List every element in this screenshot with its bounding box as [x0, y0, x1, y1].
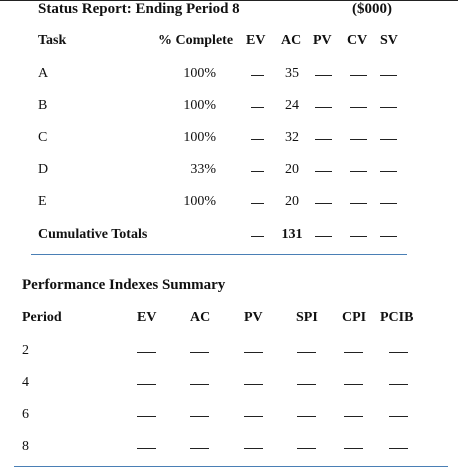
complete-cell: 100%: [183, 194, 216, 209]
cpi-dash: [344, 416, 363, 417]
ac-cell: 24: [285, 98, 299, 113]
cv-dash: [350, 203, 367, 204]
cv-dash: [350, 171, 367, 172]
col-ac-header: AC: [281, 33, 302, 48]
ev-dash: [251, 107, 264, 108]
cv-dash: [350, 139, 367, 140]
ev-dash: [251, 75, 264, 76]
task-cell: A: [38, 66, 49, 81]
col-cpi-header: CPI: [342, 310, 367, 325]
ev-dash: [137, 448, 156, 449]
cv-dash: [350, 75, 367, 76]
sv-dash: [380, 75, 397, 76]
cv-dash: [350, 236, 367, 237]
spi-dash: [297, 448, 316, 449]
cv-dash: [350, 107, 367, 108]
period-cell: 6: [22, 407, 29, 422]
ac-dash: [190, 384, 209, 385]
ev-dash: [251, 203, 264, 204]
col-pcib-header: PCIB: [380, 310, 414, 325]
pv-dash: [244, 416, 263, 417]
task-cell: C: [38, 130, 48, 145]
totals-ac: 131: [281, 227, 303, 242]
complete-cell: 100%: [183, 66, 216, 81]
pv-dash: [315, 107, 332, 108]
col-period-header: Period: [22, 310, 62, 325]
ev-dash: [251, 139, 264, 140]
ac-cell: 20: [285, 162, 299, 177]
sv-dash: [380, 171, 397, 172]
cpi-dash: [344, 448, 363, 449]
sv-dash: [380, 107, 397, 108]
unit-note: ($000): [352, 1, 392, 17]
ev-dash: [137, 384, 156, 385]
pv-dash: [244, 448, 263, 449]
spi-dash: [297, 416, 316, 417]
status-report-title: Status Report: Ending Period 8: [38, 1, 240, 17]
col-cv-header: CV: [347, 33, 368, 48]
ev-dash: [251, 236, 264, 237]
pv-dash: [315, 171, 332, 172]
ac-cell: 32: [285, 130, 299, 145]
pcib-dash: [389, 352, 408, 353]
col-pv-header: PV: [313, 33, 332, 48]
col-task-header: Task: [38, 33, 67, 48]
pv-dash: [244, 384, 263, 385]
col-ev-header: EV: [246, 33, 266, 48]
ac-cell: 20: [285, 194, 299, 209]
sv-dash: [380, 236, 397, 237]
section-divider: [31, 254, 407, 255]
ac-dash: [190, 448, 209, 449]
pv-dash: [315, 75, 332, 76]
col-sv-header: SV: [380, 33, 398, 48]
bottom-divider: [14, 466, 448, 467]
col-ac-header: AC: [190, 310, 211, 325]
period-cell: 2: [22, 343, 29, 358]
ev-dash: [137, 416, 156, 417]
ac-dash: [190, 416, 209, 417]
task-cell: E: [38, 194, 47, 209]
pcib-dash: [389, 416, 408, 417]
pcib-dash: [389, 448, 408, 449]
ev-dash: [251, 171, 264, 172]
task-cell: B: [38, 98, 48, 113]
pv-dash: [315, 139, 332, 140]
cpi-dash: [344, 352, 363, 353]
complete-cell: 33%: [190, 162, 216, 177]
complete-cell: 100%: [183, 98, 216, 113]
ev-dash: [137, 352, 156, 353]
pv-dash: [244, 352, 263, 353]
ac-dash: [190, 352, 209, 353]
ac-cell: 35: [285, 66, 299, 81]
pv-dash: [315, 236, 332, 237]
performance-summary-title: Performance Indexes Summary: [22, 277, 226, 293]
complete-cell: 100%: [183, 130, 216, 145]
period-cell: 4: [22, 375, 29, 390]
pv-dash: [315, 203, 332, 204]
cpi-dash: [344, 384, 363, 385]
col-complete-header: % Complete: [158, 33, 234, 48]
sv-dash: [380, 139, 397, 140]
col-spi-header: SPI: [296, 310, 318, 325]
col-pv-header: PV: [244, 310, 263, 325]
period-cell: 8: [22, 439, 29, 454]
spi-dash: [297, 384, 316, 385]
spi-dash: [297, 352, 316, 353]
pcib-dash: [389, 384, 408, 385]
sv-dash: [380, 203, 397, 204]
totals-label: Cumulative Totals: [38, 227, 148, 242]
task-cell: D: [38, 162, 49, 177]
col-ev-header: EV: [137, 310, 157, 325]
